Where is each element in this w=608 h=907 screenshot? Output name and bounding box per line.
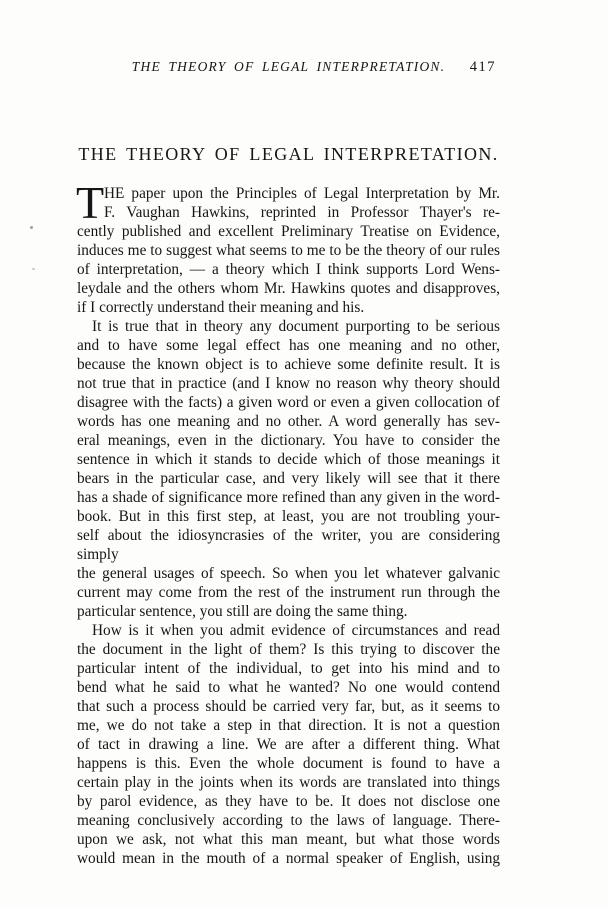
text-line: sentence in which it stands to decide which of those meanings it — [77, 451, 500, 468]
text-line: by parol evidence, as they have to be. It does not disclose one — [77, 793, 500, 810]
text-line: bears in the particular case, and very likely will see that it there — [77, 470, 500, 487]
text-line: bend what he said to what he wanted? No one would contend — [77, 679, 500, 696]
text-line: particular sentence, you still are doing the same thing. — [77, 603, 408, 620]
scan-speck — [30, 226, 33, 229]
page-number: 417 — [469, 59, 496, 75]
text-line: of tact in drawing a line. We are after a different thing. What — [77, 736, 500, 753]
text-line: upon we ask, not what this man meant, but what those words — [77, 831, 500, 848]
scan-speck — [32, 268, 35, 270]
text-line: if I correctly understand their meaning and his. — [77, 299, 365, 316]
article-title: THE THEORY OF LEGAL INTERPRETATION. — [78, 144, 499, 164]
text-column — [77, 0, 500, 907]
text-line: particular intent of the individual, to get into his mind and to — [77, 660, 500, 677]
drop-cap: T — [76, 177, 105, 228]
paragraph — [76, 177, 500, 317]
text-line: HE paper upon the Principles of Legal Interpretation by Mr. — [104, 185, 500, 202]
text-line: the document in the light of them? Is this trying to discover the — [77, 641, 500, 658]
paragraph — [77, 621, 500, 868]
article-body — [76, 177, 500, 868]
text-line: F. Vaughan Hawkins, reprinted in Professor Thayer's re- — [104, 204, 500, 221]
text-line: current may come from the rest of the instrument run through the — [77, 584, 500, 601]
text-line: would mean in the mouth of a normal speaker of English, using — [77, 850, 500, 867]
text-line: not true that in practice (and I know no reason why theory should — [77, 375, 500, 392]
text-line: leydale and the others whom Mr. Hawkins quotes and disapproves, — [77, 280, 500, 297]
text-line: that such a process should be carried very far, but, as it seems to — [77, 698, 500, 715]
text-line: self about the idiosyncrasies of the writer, you are considering simply — [77, 527, 500, 563]
text-line: me, we do not take a step in that direction. It is not a question — [77, 717, 500, 734]
text-line: happens is this. Even the whole document is found to have a — [77, 755, 500, 772]
text-line: of interpretation, — a theory which I think supports Lord Wens- — [77, 261, 500, 278]
text-line: meaning conclusively according to the laws of language. There- — [77, 812, 500, 829]
text-line: cently published and excellent Preliminary Treatise on Evidence, — [77, 223, 500, 240]
text-line: It is true that in theory any document purporting to be serious — [92, 318, 500, 335]
text-line: book. But in this first step, at least, you are not troubling your- — [77, 508, 500, 525]
paragraph — [77, 317, 500, 621]
text-line: has a shade of significance more refined than any given in the word- — [77, 489, 500, 506]
running-header-title: THE THEORY OF LEGAL INTERPRETATION. — [131, 59, 446, 74]
text-line: because the known object is to achieve some definite result. It is — [77, 356, 500, 373]
text-line: and to have some legal effect has one meaning and no other, — [77, 337, 500, 354]
text-line: certain play in the joints when its words are translated into things — [77, 774, 500, 791]
text-line: disagree with the facts) a given word or even a given collocation of — [77, 394, 500, 411]
text-line: the general usages of speech. So when you let whatever galvanic — [77, 565, 500, 582]
running-header — [77, 59, 500, 75]
text-line: induces me to suggest what seems to me to be the theory of our rules — [77, 242, 500, 259]
text-line: words has one meaning and no other. A word generally has sev- — [77, 413, 500, 430]
text-line: How is it when you admit evidence of circumstances and read — [92, 622, 500, 639]
text-line: eral meanings, even in the dictionary. You have to consider the — [77, 432, 500, 449]
